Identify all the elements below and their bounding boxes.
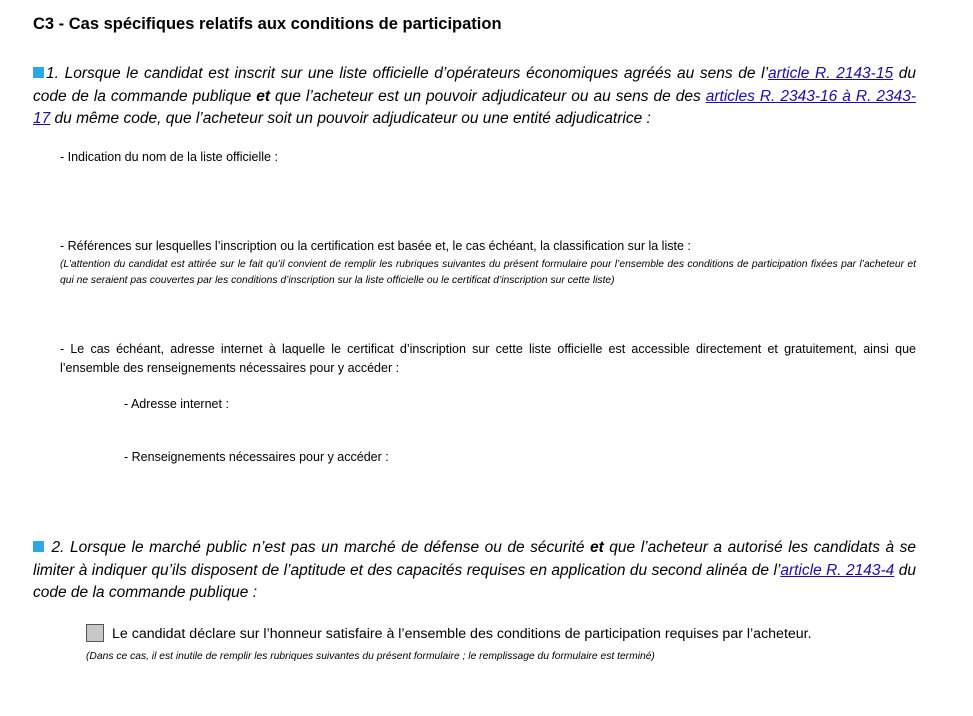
- section2-text-b: que l’acheteur a autorisé les candidats à se limiter à indiquer qu’ils disposent de l’aptitude et des capacités requises en application du second alinéa de l’: [33, 539, 916, 579]
- section1-text-d: du même code, que l’acheteur soit un pouvoir adjudicateur ou une entité adjudicatrice :: [50, 110, 651, 127]
- section-title: C3 - Cas spécifiques relatifs aux conditions de participation: [33, 15, 502, 33]
- section1-number: 1.: [46, 65, 59, 82]
- square-bullet-icon: [33, 541, 44, 552]
- section2-paragraph: [33, 537, 916, 605]
- square-bullet-icon: [33, 67, 44, 78]
- section1-text-a: Lorsque le candidat est inscrit sur une liste officielle d’opérateurs économiques agréés au sens de l’: [58, 65, 769, 82]
- section1-et: et: [256, 87, 271, 105]
- section2-et: et: [589, 539, 604, 556]
- declaration-checkbox[interactable]: [86, 624, 104, 642]
- section2-text-a: Lorsque le marché public n’est pas un marché de défense ou de sécurité: [64, 539, 590, 556]
- renseignements-label: - Renseignements nécessaires pour y accéder :: [124, 450, 389, 464]
- section2-number: 2.: [46, 539, 65, 556]
- adresse-intro-label: - Le cas échéant, adresse internet à laquelle le certificat d’inscription sur cette liste officielle est accessible directement et gratuitement, ainsi que l’ensemble des renseignements nécessaires pour y accéder :: [60, 342, 916, 375]
- article-r2143-4-link[interactable]: article R. 2143-4: [780, 561, 895, 579]
- section1-paragraph: [33, 63, 916, 131]
- references-label: - Références sur lesquelles l’inscription ou la certification est basée et, le cas échéant, la classification sur la liste :: [60, 239, 691, 253]
- declaration-checkbox-label: Le candidat déclare sur l’honneur satisfaire à l’ensemble des conditions de participation requises par l’acheteur.: [112, 626, 812, 642]
- references-note: (L’attention du candidat est attirée sur le fait qu’il convient de remplir les rubriques suivantes du présent formulaire pour l’ensemble des conditions de participation fixées par l’acheteur et qui ne seraient pas couvertes par les conditions d’inscription sur la liste officielle ou le certificat d’inscription sur cette liste): [60, 259, 916, 286]
- section1-text-b: du code de la commande publique: [33, 65, 916, 105]
- section1-text-c: que l’acheteur est un pouvoir adjudicateur ou au sens de des: [270, 87, 706, 105]
- article-r2143-15-link[interactable]: article R. 2143-15: [768, 65, 894, 82]
- section2-text-c: du code de la commande publique :: [33, 561, 916, 601]
- adresse-internet-label: - Adresse internet :: [124, 397, 229, 411]
- articles-r2343-16-17-link[interactable]: articles R. 2343-16 à R. 2343-17: [33, 87, 917, 127]
- declaration-note: (Dans ce cas, il est inutile de remplir les rubriques suivantes du présent formulaire ; le remplissage du formulaire est terminé): [86, 651, 655, 662]
- nom-liste-label: - Indication du nom de la liste officielle :: [60, 150, 278, 164]
